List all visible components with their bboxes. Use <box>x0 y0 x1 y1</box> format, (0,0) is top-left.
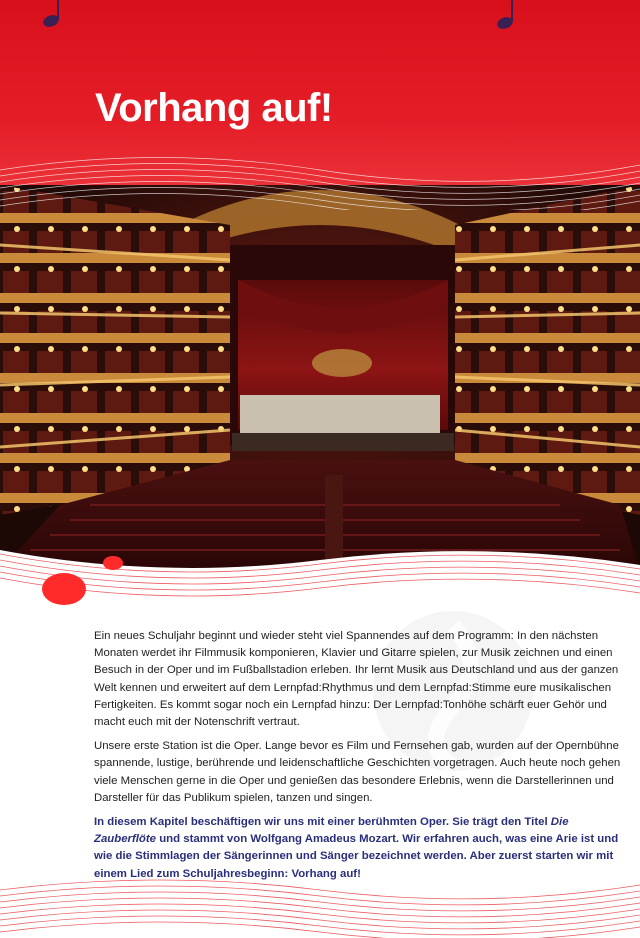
music-note-icon <box>36 0 66 30</box>
wave-decoration-bottom <box>0 870 640 938</box>
wave-decoration-middle <box>0 520 640 610</box>
decorative-dot <box>103 556 123 570</box>
wave-decoration-top <box>0 140 640 210</box>
summary-text-start: In diesem Kapitel beschäftigen wir uns mit einer berühmten Oper. Sie trägt den Titel <box>94 816 551 829</box>
opera-house-photo <box>0 185 640 570</box>
opera-title: Die Zauberflöte <box>94 816 569 846</box>
summary-text-end: und stammt von Wolfgang Amadeus Mozart. Wir erfahren auch, was eine Arie ist und wie die Stimmlagen der Sängerinnen und Sänger bezeichnet werden. Aber zuerst starten wir mit einem Lied zum Schuljahresbeginn: Vorhang auf! <box>94 833 619 880</box>
paragraph-intro: Ein neues Schuljahr beginnt und wieder steht viel Spannendes auf dem Programm: In den nächsten Monaten werdet ihr Filmmusik komponieren, Klavier und Gitarre spielen, zur Musik zeichnen und einen Besuch in der Oper und im Fußballstadion erleben. Ihr lernt Musik aus Deutschland und aus der ganzen Welt kennen und erweitert auf dem Lernpfad:Rhythmus und dem Lernpfad:Stimme eure musikalischen Fertigkeiten. Es kommt sogar noch ein Lernpfad hinzu: Der Lernpfad:Tonhöhe schärft euer Gehör und macht euch mit der Notenschrift vertraut. <box>94 630 619 729</box>
body-text <box>94 628 624 890</box>
decorative-dot <box>42 573 86 605</box>
music-note-icon <box>488 0 518 32</box>
page-title: Vorhang auf! <box>95 86 333 130</box>
paragraph-opera: Unsere erste Station ist die Oper. Lange bevor es Film und Fernsehen gab, wurden auf der Opernbühne spannende, lustige, berührende und leidenschaftliche Geschichten vorgetragen. Auch heute noch gehen viele Menschen gerne in die Oper und genießen das besondere Erlebnis, wenn die Darstellerinnen und Darsteller für das Publikum spielen, tanzen und singen. <box>94 740 621 804</box>
